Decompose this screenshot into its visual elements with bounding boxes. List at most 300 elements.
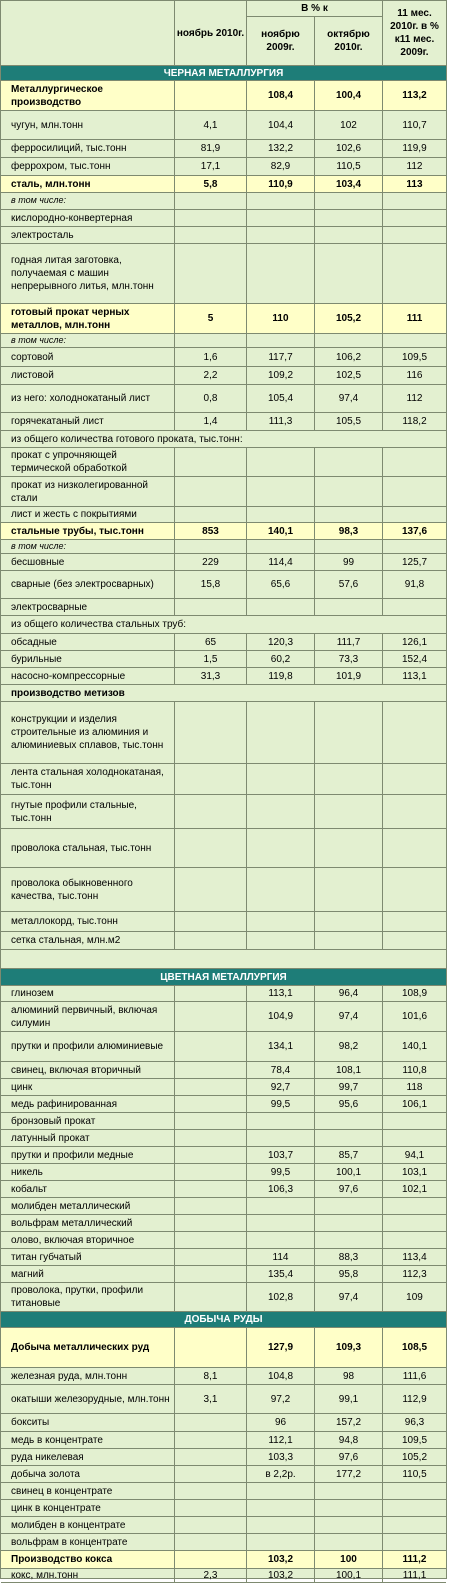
value-vs-nov-2009: 105,4 bbox=[247, 385, 315, 412]
table-row bbox=[1, 334, 446, 348]
value-ytd bbox=[383, 244, 446, 303]
table-row bbox=[1, 227, 446, 244]
value-ytd: 112,9 bbox=[402, 1393, 427, 1405]
value-vs-nov-2009: 132,2 bbox=[247, 140, 315, 157]
value-vs-oct-2010: 110,5 bbox=[315, 158, 383, 175]
row-label: лента стальная холоднокатаная, тыс.тонн bbox=[1, 764, 175, 794]
table-row bbox=[1, 1002, 446, 1032]
value-vs-oct-2010 bbox=[315, 912, 383, 931]
row-label: сортовой bbox=[1, 348, 175, 366]
section-title: ДОБЫЧА РУДЫ bbox=[184, 1314, 263, 1325]
value-month: 2,3 bbox=[175, 1569, 247, 1582]
value-month: 8,1 bbox=[175, 1368, 247, 1384]
value-ytd: 113 bbox=[383, 176, 446, 192]
value-vs-oct-2010: 106,2 bbox=[315, 348, 383, 366]
value-ytd bbox=[383, 795, 446, 828]
row-label: листовой bbox=[1, 367, 175, 384]
value-month bbox=[175, 1002, 247, 1031]
value-ytd bbox=[383, 868, 446, 911]
row-label: кислородно-конвертерная bbox=[1, 210, 175, 226]
value-month bbox=[175, 1466, 247, 1482]
row-label: цинк bbox=[1, 1079, 175, 1095]
value-vs-oct-2010 bbox=[315, 702, 383, 763]
row-label: бесшовные bbox=[1, 554, 175, 570]
value-ytd bbox=[383, 932, 446, 949]
value-month bbox=[175, 1079, 247, 1095]
value-vs-oct-2010: 94,8 bbox=[315, 1432, 383, 1448]
value-vs-nov-2009: 114 bbox=[247, 1249, 315, 1265]
table-row bbox=[1, 304, 446, 334]
row-label: металлокорд, тыс.тонн bbox=[1, 912, 175, 931]
row-label: стальные трубы, тыс.тонн bbox=[1, 523, 175, 539]
section-title: ЦВЕТНАЯ МЕТАЛЛУРГИЯ bbox=[160, 971, 287, 983]
value-vs-oct-2010 bbox=[315, 764, 383, 794]
value-vs-nov-2009: 135,4 bbox=[247, 1266, 315, 1282]
value-ytd: 113,4 bbox=[402, 1251, 427, 1263]
value-ytd: 140,1 bbox=[401, 1041, 428, 1052]
value-vs-oct-2010: 73,3 bbox=[315, 651, 383, 667]
row-label: прутки и профили медные bbox=[1, 1147, 175, 1163]
table-row bbox=[1, 1432, 446, 1449]
section-header bbox=[1, 1312, 446, 1328]
value-ytd: 102,1 bbox=[401, 1183, 428, 1195]
value-ytd: 110,8 bbox=[402, 1064, 427, 1076]
table-row bbox=[1, 1164, 446, 1181]
value-ytd bbox=[383, 1113, 446, 1129]
value-month bbox=[175, 1534, 247, 1550]
value-vs-nov-2009: 103,2 bbox=[247, 1551, 315, 1568]
value-vs-nov-2009 bbox=[247, 1483, 315, 1499]
table-row bbox=[1, 634, 446, 651]
value-month: 2,2 bbox=[175, 367, 247, 384]
value-vs-oct-2010 bbox=[315, 1534, 383, 1550]
table-row bbox=[1, 932, 446, 950]
table-row bbox=[1, 1385, 446, 1414]
header-nov-2009: ноябрю 2009г. bbox=[247, 17, 315, 66]
row-label: вольфрам в концентрате bbox=[1, 1534, 175, 1550]
value-ytd bbox=[383, 599, 446, 615]
subgroup-label: производство метизов bbox=[11, 687, 125, 699]
table-row bbox=[1, 1449, 446, 1466]
value-vs-oct-2010 bbox=[315, 334, 383, 347]
row-label: алюминий первичный, включая силумин bbox=[1, 1002, 175, 1031]
section-title: ЧЕРНАЯ МЕТАЛЛУРГИЯ bbox=[163, 67, 284, 79]
table-row bbox=[1, 1096, 446, 1113]
value-vs-nov-2009: 99,5 bbox=[247, 1096, 315, 1112]
value-ytd bbox=[383, 334, 446, 347]
value-vs-oct-2010: 103,4 bbox=[315, 176, 383, 192]
row-label: Производство кокса bbox=[1, 1551, 175, 1568]
value-month bbox=[175, 448, 247, 476]
table-row bbox=[1, 1483, 446, 1500]
table-row bbox=[1, 1368, 446, 1385]
value-vs-oct-2010 bbox=[315, 1130, 383, 1146]
value-vs-nov-2009 bbox=[247, 227, 315, 243]
value-vs-oct-2010 bbox=[315, 1198, 383, 1214]
table-row bbox=[1, 367, 446, 385]
value-month bbox=[175, 540, 247, 553]
row-label: проволока стальная, тыс.тонн bbox=[1, 829, 175, 867]
value-vs-oct-2010: 99,1 bbox=[315, 1385, 383, 1413]
value-month bbox=[175, 477, 247, 506]
row-label: насосно-компрессорные bbox=[1, 668, 175, 684]
table-row bbox=[1, 210, 446, 227]
value-vs-oct-2010: 99 bbox=[315, 554, 383, 570]
value-vs-oct-2010 bbox=[315, 1483, 383, 1499]
value-vs-nov-2009 bbox=[247, 244, 315, 303]
table-row bbox=[1, 1147, 446, 1164]
value-vs-oct-2010: 109,3 bbox=[315, 1328, 383, 1367]
value-ytd bbox=[383, 1500, 446, 1516]
value-month bbox=[175, 1032, 247, 1061]
value-month bbox=[175, 795, 247, 828]
value-month bbox=[175, 986, 247, 1001]
table-row bbox=[1, 1534, 446, 1551]
value-vs-oct-2010: 100,1 bbox=[315, 1569, 383, 1582]
table-row bbox=[1, 668, 446, 685]
value-vs-oct-2010: 100,4 bbox=[315, 81, 383, 110]
value-month bbox=[175, 193, 247, 209]
row-label: бронзовый прокат bbox=[1, 1113, 175, 1129]
value-vs-oct-2010 bbox=[315, 1113, 383, 1129]
value-vs-nov-2009: 134,1 bbox=[247, 1032, 315, 1061]
value-ytd bbox=[383, 1517, 446, 1533]
row-label: сетка стальная, млн.м2 bbox=[1, 932, 175, 949]
table-row bbox=[1, 571, 446, 599]
table-row bbox=[1, 1032, 446, 1062]
row-label: электросварные bbox=[1, 599, 175, 615]
value-ytd: 111,2 bbox=[383, 1551, 446, 1568]
table-row bbox=[1, 1130, 446, 1147]
value-vs-oct-2010 bbox=[315, 244, 383, 303]
table-row bbox=[1, 385, 446, 413]
table-row bbox=[1, 986, 446, 1002]
value-ytd: 105,2 bbox=[401, 1451, 428, 1463]
value-vs-nov-2009 bbox=[247, 1534, 315, 1550]
row-label: глинозем bbox=[1, 986, 175, 1001]
value-vs-nov-2009 bbox=[247, 868, 315, 911]
table-row bbox=[1, 540, 446, 554]
value-ytd: 103,1 bbox=[401, 1166, 428, 1178]
row-label: магний bbox=[1, 1266, 175, 1282]
row-label: из него: холоднокатаный лист bbox=[1, 385, 175, 412]
value-vs-oct-2010 bbox=[315, 795, 383, 828]
value-month bbox=[175, 1215, 247, 1231]
value-vs-nov-2009 bbox=[247, 1517, 315, 1533]
row-label: медь рафинированная bbox=[1, 1096, 175, 1112]
value-ytd bbox=[383, 1483, 446, 1499]
value-ytd: 108,5 bbox=[383, 1328, 446, 1367]
value-ytd bbox=[383, 912, 446, 931]
value-month: 65 bbox=[175, 634, 247, 650]
value-month bbox=[175, 764, 247, 794]
value-month bbox=[175, 1517, 247, 1533]
value-vs-nov-2009: 127,9 bbox=[247, 1328, 315, 1367]
row-label: медь в концентрате bbox=[1, 1432, 175, 1448]
table-row bbox=[1, 507, 446, 523]
value-ytd: 119,9 bbox=[402, 143, 427, 154]
value-vs-nov-2009: 106,3 bbox=[247, 1181, 315, 1197]
value-vs-oct-2010 bbox=[315, 448, 383, 476]
value-month bbox=[175, 912, 247, 931]
subgroup-label: из общего количества стальных труб: bbox=[11, 619, 187, 630]
value-month bbox=[175, 81, 247, 110]
value-vs-oct-2010 bbox=[315, 477, 383, 506]
value-ytd bbox=[383, 540, 446, 553]
value-vs-oct-2010: 108,1 bbox=[315, 1062, 383, 1078]
value-vs-nov-2009: 119,8 bbox=[247, 668, 315, 684]
value-ytd bbox=[383, 1198, 446, 1214]
table-row bbox=[1, 829, 446, 868]
value-month bbox=[175, 1449, 247, 1465]
value-vs-oct-2010: 105,5 bbox=[315, 413, 383, 430]
section-header bbox=[1, 969, 446, 986]
table-row bbox=[1, 1198, 446, 1215]
value-month: 5 bbox=[175, 304, 247, 333]
value-vs-nov-2009 bbox=[247, 795, 315, 828]
value-vs-nov-2009 bbox=[247, 1198, 315, 1214]
table-row bbox=[1, 176, 446, 193]
value-month bbox=[175, 1328, 247, 1367]
row-label: Добыча металлических руд bbox=[1, 1328, 175, 1367]
value-vs-oct-2010: 98,3 bbox=[315, 523, 383, 539]
table-row bbox=[1, 158, 446, 176]
header-blank-cell bbox=[1, 1, 175, 66]
value-vs-oct-2010: 95,6 bbox=[315, 1096, 383, 1112]
value-ytd: 109 bbox=[406, 1291, 423, 1303]
value-month: 81,9 bbox=[175, 140, 247, 157]
value-vs-nov-2009 bbox=[247, 193, 315, 209]
table-row bbox=[1, 868, 446, 912]
value-vs-nov-2009: 82,9 bbox=[247, 158, 315, 175]
value-vs-oct-2010 bbox=[315, 1232, 383, 1248]
table-row bbox=[1, 1113, 446, 1130]
value-month: 17,1 bbox=[175, 158, 247, 175]
value-month bbox=[175, 829, 247, 867]
row-label: сварные (без электросварных) bbox=[1, 571, 175, 598]
value-vs-nov-2009: 103,7 bbox=[247, 1147, 315, 1163]
value-vs-nov-2009: 78,4 bbox=[247, 1062, 315, 1078]
value-ytd: 112,3 bbox=[402, 1268, 427, 1280]
value-vs-nov-2009 bbox=[247, 932, 315, 949]
value-vs-nov-2009: 103,2 bbox=[247, 1569, 315, 1582]
value-month bbox=[175, 1147, 247, 1163]
value-vs-oct-2010: 88,3 bbox=[315, 1249, 383, 1265]
value-vs-nov-2009: 104,9 bbox=[247, 1002, 315, 1031]
value-month: 4,1 bbox=[175, 111, 247, 139]
table-row bbox=[1, 1551, 446, 1569]
row-label: ферросилиций, тыс.тонн bbox=[1, 140, 175, 157]
table-row bbox=[1, 1232, 446, 1249]
value-vs-nov-2009 bbox=[247, 912, 315, 931]
row-label: кокс, млн.тонн bbox=[1, 1569, 175, 1582]
value-vs-oct-2010: 100 bbox=[315, 1551, 383, 1568]
table-row bbox=[1, 348, 446, 367]
table-row bbox=[1, 1466, 446, 1483]
row-label: электросталь bbox=[1, 227, 175, 243]
value-vs-oct-2010: 102,6 bbox=[315, 140, 383, 157]
row-label: прокат из низколегированной стали bbox=[1, 477, 175, 506]
row-label: феррохром, тыс.тонн bbox=[1, 158, 175, 175]
row-label: молибден металлический bbox=[1, 1198, 175, 1214]
row-label: горячекатаный лист bbox=[1, 413, 175, 430]
value-vs-oct-2010: 101,9 bbox=[315, 668, 383, 684]
value-ytd: 112 bbox=[406, 161, 423, 172]
value-ytd: 116 bbox=[406, 370, 423, 381]
row-label: вольфрам металлический bbox=[1, 1215, 175, 1231]
row-label: кобальт bbox=[1, 1181, 175, 1197]
row-label: в том числе: bbox=[1, 334, 175, 347]
value-vs-nov-2009: 103,3 bbox=[247, 1449, 315, 1465]
value-month bbox=[175, 1062, 247, 1078]
value-vs-nov-2009 bbox=[247, 210, 315, 226]
row-label: олово, включая вторичное bbox=[1, 1232, 175, 1248]
value-vs-nov-2009 bbox=[247, 540, 315, 553]
value-vs-nov-2009 bbox=[247, 507, 315, 522]
value-ytd bbox=[383, 1232, 446, 1248]
row-label: добыча золота bbox=[1, 1466, 175, 1482]
value-vs-oct-2010 bbox=[315, 1517, 383, 1533]
header-ytd: 11 мес. 2010г. в % к11 мес. 2009г. bbox=[383, 1, 446, 66]
value-month bbox=[175, 1432, 247, 1448]
value-ytd: 111,6 bbox=[402, 1370, 427, 1382]
table-row bbox=[1, 448, 446, 477]
value-month bbox=[175, 1198, 247, 1214]
row-label: Металлургическое производство bbox=[1, 81, 175, 110]
value-vs-nov-2009: 104,8 bbox=[247, 1368, 315, 1384]
value-vs-oct-2010: 98 bbox=[315, 1368, 383, 1384]
value-vs-nov-2009 bbox=[247, 702, 315, 763]
value-month bbox=[175, 1283, 247, 1311]
value-ytd: 101,6 bbox=[401, 1011, 428, 1022]
spacer-row bbox=[1, 950, 446, 969]
value-vs-oct-2010 bbox=[315, 210, 383, 226]
value-ytd: 137,6 bbox=[383, 523, 446, 539]
row-label: прутки и профили алюминиевые bbox=[1, 1032, 175, 1061]
header-pct-group: В % к bbox=[247, 1, 383, 17]
value-vs-nov-2009: 99,5 bbox=[247, 1164, 315, 1180]
value-vs-oct-2010 bbox=[315, 193, 383, 209]
subgroup-row bbox=[1, 431, 446, 448]
table-row bbox=[1, 554, 446, 571]
row-label: в том числе: bbox=[1, 193, 175, 209]
value-vs-nov-2009: 110,9 bbox=[247, 176, 315, 192]
value-vs-nov-2009: 109,2 bbox=[247, 367, 315, 384]
value-vs-oct-2010 bbox=[315, 868, 383, 911]
row-label: чугун, млн.тонн bbox=[1, 111, 175, 139]
value-month bbox=[175, 868, 247, 911]
value-vs-oct-2010: 102 bbox=[315, 111, 383, 139]
value-vs-nov-2009: 117,7 bbox=[247, 348, 315, 366]
value-vs-oct-2010 bbox=[315, 227, 383, 243]
row-label: гнутые профили стальные, тыс.тонн bbox=[1, 795, 175, 828]
value-vs-nov-2009 bbox=[247, 477, 315, 506]
value-month: 3,1 bbox=[175, 1385, 247, 1413]
table-row bbox=[1, 413, 446, 431]
row-label: годная литая заготовка, получаемая с машин непрерывного литья, млн.тонн bbox=[1, 244, 175, 303]
value-ytd bbox=[383, 448, 446, 476]
table-row bbox=[1, 193, 446, 210]
table-row bbox=[1, 912, 446, 932]
value-ytd bbox=[383, 507, 446, 522]
value-month bbox=[175, 244, 247, 303]
value-vs-nov-2009 bbox=[247, 829, 315, 867]
table-row bbox=[1, 1328, 446, 1368]
value-month bbox=[175, 1232, 247, 1248]
value-vs-oct-2010: 97,4 bbox=[315, 1002, 383, 1031]
value-vs-oct-2010 bbox=[315, 507, 383, 522]
table-row bbox=[1, 702, 446, 764]
table-row bbox=[1, 477, 446, 507]
value-month bbox=[175, 1551, 247, 1568]
header-oct-2010: октябрю 2010г. bbox=[315, 17, 383, 66]
value-month: 15,8 bbox=[175, 571, 247, 598]
value-vs-nov-2009 bbox=[247, 448, 315, 476]
value-ytd bbox=[383, 210, 446, 226]
value-month: 31,3 bbox=[175, 668, 247, 684]
row-label: руда никелевая bbox=[1, 1449, 175, 1465]
value-vs-nov-2009: 104,4 bbox=[247, 111, 315, 139]
value-ytd bbox=[383, 227, 446, 243]
row-label: готовый прокат черных металлов, млн.тонн bbox=[1, 304, 175, 333]
row-label: титан губчатый bbox=[1, 1249, 175, 1265]
value-vs-oct-2010: 100,1 bbox=[315, 1164, 383, 1180]
header-month: ноябрь 2010г. bbox=[175, 1, 247, 66]
row-label: обсадные bbox=[1, 634, 175, 650]
value-vs-oct-2010: 157,2 bbox=[315, 1414, 383, 1431]
value-ytd: 109,5 bbox=[401, 1434, 428, 1446]
value-month bbox=[175, 1096, 247, 1112]
table-row bbox=[1, 651, 446, 668]
value-vs-nov-2009 bbox=[247, 1215, 315, 1231]
value-ytd: 108,9 bbox=[401, 988, 428, 999]
value-ytd bbox=[383, 764, 446, 794]
table-row bbox=[1, 244, 446, 304]
value-ytd bbox=[383, 702, 446, 763]
value-vs-oct-2010: 95,8 bbox=[315, 1266, 383, 1282]
value-month bbox=[175, 334, 247, 347]
row-label: прокат с упрочняющей термической обработкой bbox=[1, 448, 175, 476]
value-vs-nov-2009 bbox=[247, 1113, 315, 1129]
value-month bbox=[175, 599, 247, 615]
row-label: молибден в концентрате bbox=[1, 1517, 175, 1533]
value-vs-nov-2009 bbox=[247, 1500, 315, 1516]
value-vs-oct-2010: 98,2 bbox=[315, 1032, 383, 1061]
value-vs-oct-2010 bbox=[315, 1500, 383, 1516]
table-row bbox=[1, 764, 446, 795]
value-ytd: 113,1 bbox=[402, 670, 427, 682]
row-label: свинец в концентрате bbox=[1, 1483, 175, 1499]
value-vs-oct-2010: 177,2 bbox=[315, 1466, 383, 1482]
table-row bbox=[1, 1569, 446, 1583]
value-vs-nov-2009: 92,7 bbox=[247, 1079, 315, 1095]
value-vs-oct-2010: 99,7 bbox=[315, 1079, 383, 1095]
table-row bbox=[1, 523, 446, 540]
value-month bbox=[175, 932, 247, 949]
value-vs-nov-2009: 102,8 bbox=[247, 1283, 315, 1311]
table-row bbox=[1, 1249, 446, 1266]
value-ytd: 125,7 bbox=[401, 556, 428, 568]
value-vs-nov-2009: 114,4 bbox=[247, 554, 315, 570]
value-month: 1,6 bbox=[175, 348, 247, 366]
value-vs-nov-2009 bbox=[247, 764, 315, 794]
value-ytd bbox=[383, 1215, 446, 1231]
value-month bbox=[175, 227, 247, 243]
value-vs-oct-2010: 57,6 bbox=[315, 571, 383, 598]
value-month bbox=[175, 1113, 247, 1129]
value-ytd: 112 bbox=[406, 393, 423, 404]
value-vs-nov-2009: 113,1 bbox=[247, 986, 315, 1001]
